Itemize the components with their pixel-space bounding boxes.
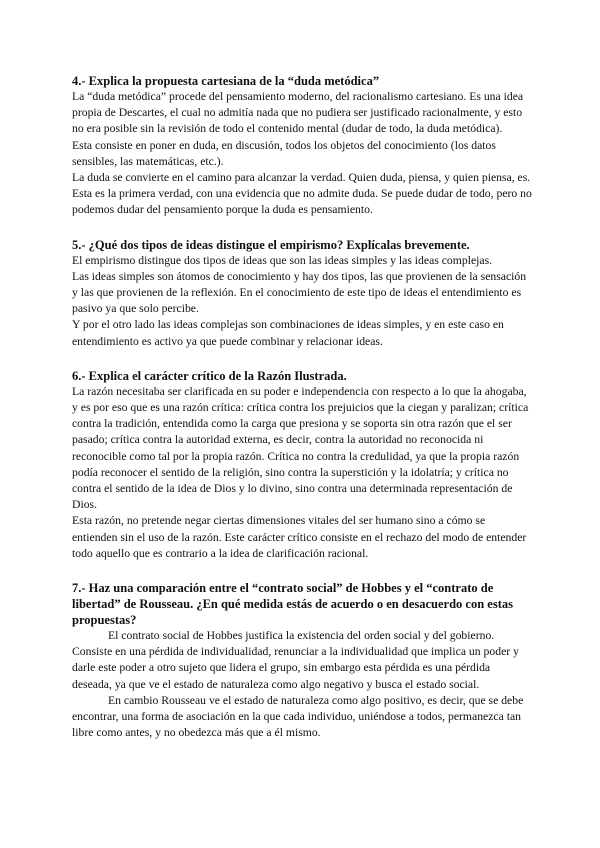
paragraph: La razón necesitaba ser clarificada en su poder e independencia con respecto a lo que la ahogaba, y es por eso que es una razón crítica: crítica contra los prejuicios que la ciegan y paralizan; crítica contra la tradición, entendida como la carga que presiona y se soporta sin otra razón que el ser pasado; crítica contra la autoridad externa, es decir, contra la autoridad no reconocida ni reconocible como tal por la propia razón. Crítica no contra la credulidad, ya que la propia razón podía reconocer el sentido de la religión, sino contra la superstición y la idolatría; y crítica no contra el sentido de la idea de Dios y lo divino, sino contra una determinada representación de Dios. — [72, 384, 529, 512]
document-page — [72, 73, 532, 742]
section-heading: 7.- Haz una comparación entre el “contrato social” de Hobbes y el “contrato de libertad” de Rousseau. ¿En qué medida estás de acuerdo o en desacuerdo con estas propuestas? — [72, 581, 513, 628]
section-heading: 5.- ¿Qué dos tipos de ideas distingue el empirismo? Explícalas brevemente. — [72, 237, 470, 252]
section-duda-metodica — [72, 73, 532, 219]
section-heading: 4.- Explica la propuesta cartesiana de la “duda metódica” — [72, 74, 380, 88]
paragraph: En cambio Rousseau ve el estado de naturaleza como algo positivo, es decir, que se debe encontrar, una forma de asociación en la que cada individuo, uniéndose a todos, permanezca tan libre como antes, y no obedezca más que a él mismo. — [72, 693, 524, 740]
paragraph: El contrato social de Hobbes justifica la existencia del orden social y del gobierno. Consiste en una pérdida de individualidad, renunciar a la individualidad que implica un poder y darle este poder a otro sujeto que lidera el grupo, sin embargo esta pérdida es una pérdida deseada, ya que ve el estado de naturaleza como algo negativo y busca el estado social. — [72, 629, 519, 691]
paragraph: Esta razón, no pretende negar ciertas dimensiones vitales del ser humano sino a cómo se entienden sin el uso de la razón. Este carácter crítico consiste en el rechazo del modo de entender todo aquello que es contrario a la idea de clarificación racional. — [72, 514, 527, 560]
paragraph: La “duda metódica” procede del pensamiento moderno, del racionalismo cartesiano. Es una idea propia de Descartes, el cual no admitía nada que no pudiera ser justificado racionalmente, y esto no era posible sin la revisión de todo el contenido mental (dudar de todo, la duda metódica). — [72, 90, 524, 136]
section-empirismo — [72, 237, 532, 350]
section-razon-ilustrada — [72, 368, 532, 562]
paragraph: El empirismo distingue dos tipos de ideas que son las ideas simples y las ideas complejas. — [72, 253, 493, 267]
paragraph: La duda se convierte en el camino para alcanzar la verdad. Quien duda, piensa, y quien piensa, es. Esta es la primera verdad, con una evidencia que no admite duda. Se puede dudar de todo, pero no podemos dudar del pensamiento porque la duda es pensamiento. — [72, 171, 532, 217]
paragraph: Las ideas simples son átomos de conocimiento y hay dos tipos, las que provienen de la sensación y las que provienen de la reflexión. En el conocimiento de este tipo de ideas el entendimiento es pasivo ya que solo percibe. — [72, 269, 527, 316]
section-heading: 6.- Explica el carácter crítico de la Razón Ilustrada. — [72, 368, 347, 383]
paragraph: Esta consiste en poner en duda, en discusión, todos los objetos del conocimiento (los datos sensibles, las matemáticas, etc.). — [72, 138, 496, 168]
paragraph: Y por el otro lado las ideas complejas son combinaciones de ideas simples, y en este caso en entendimiento es activo ya que puede combinar y relacionar ideas. — [72, 318, 504, 348]
section-contrato-social — [72, 580, 532, 741]
